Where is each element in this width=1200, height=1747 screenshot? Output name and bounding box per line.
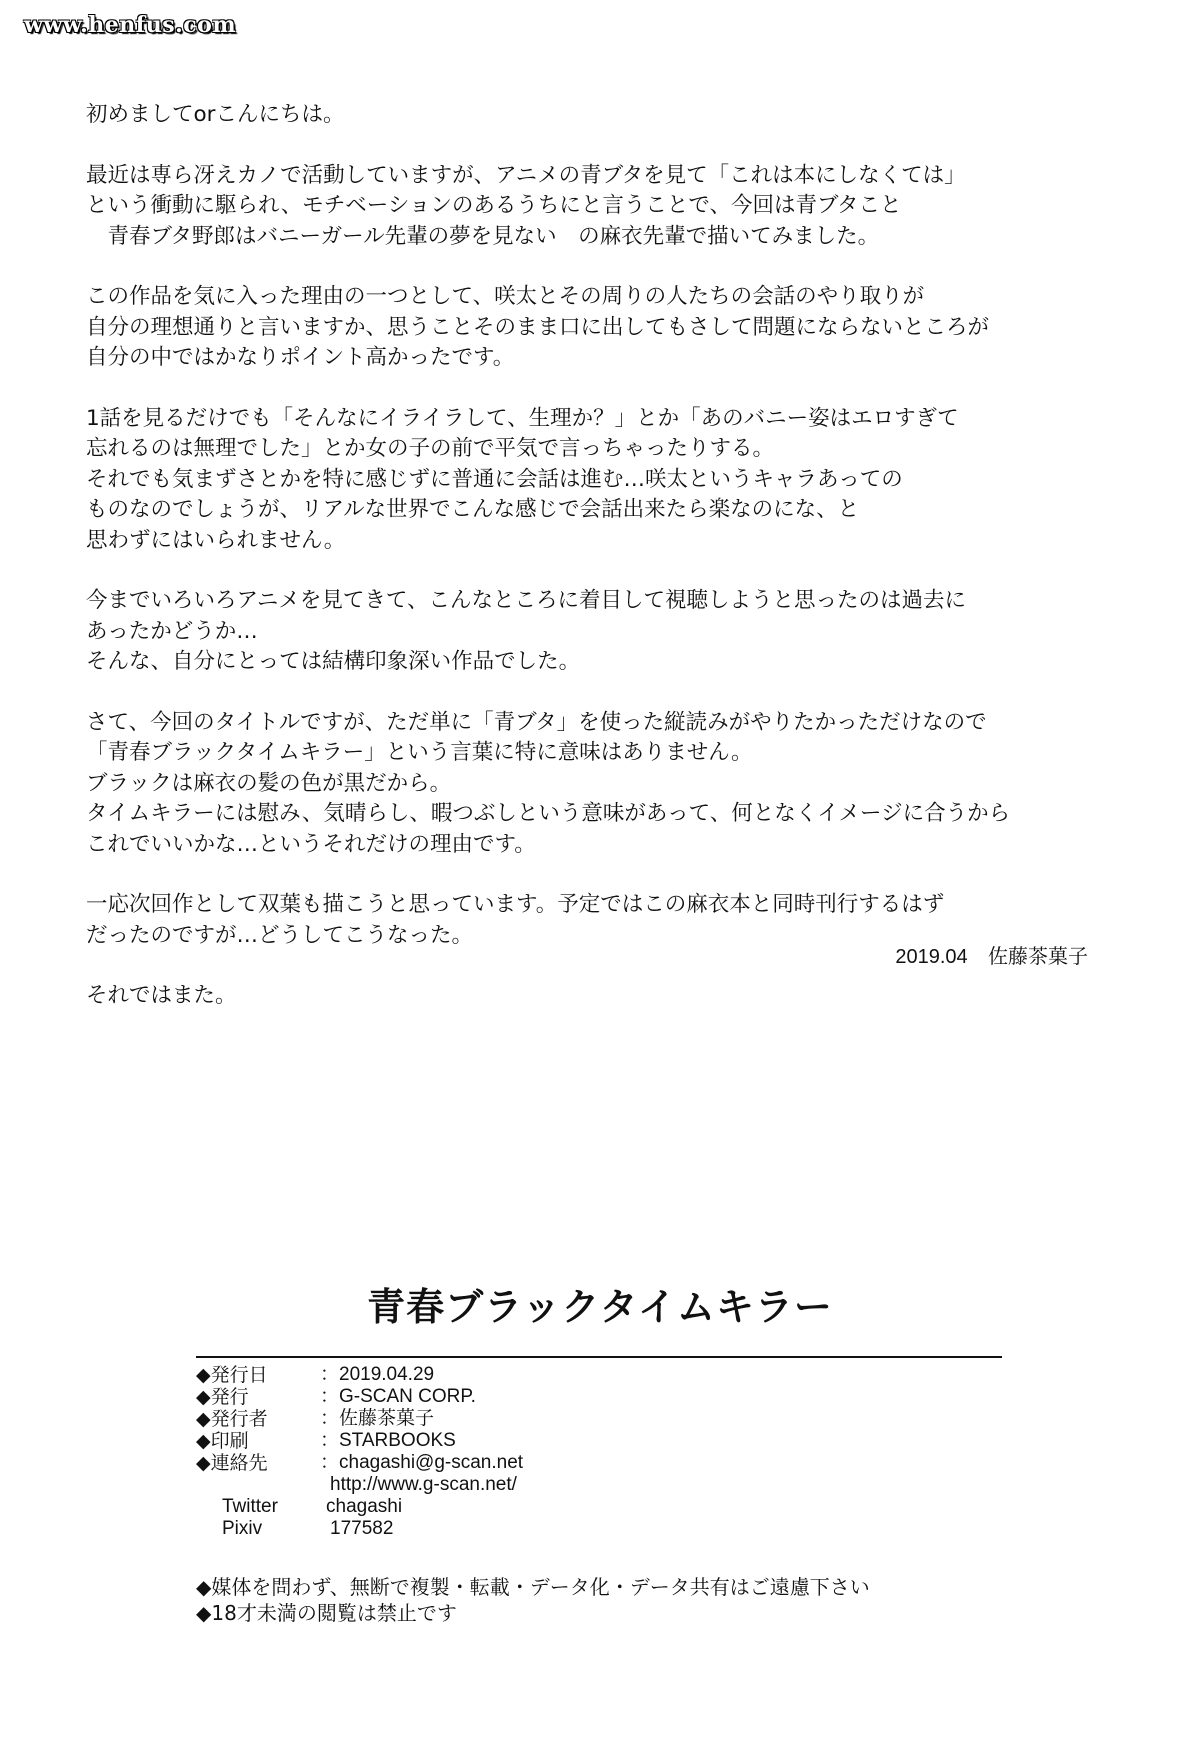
afterword-paragraph bbox=[86, 161, 1106, 253]
afterword-signature bbox=[895, 940, 1088, 969]
colophon-label: ◆発行者 bbox=[196, 1408, 268, 1430]
text-line: さて、今回のタイトルですが、ただ単に「青ブタ」を使った縦読みがやりたかっただけなので bbox=[86, 709, 987, 735]
contact-email: ：chagashi@g-scan.net bbox=[320, 1452, 524, 1473]
text-line: ものなのでしょうが、リアルな世界でこんな感じで会話出来たら楽なのにな、と bbox=[86, 497, 860, 522]
text-line: そんな、自分にとっては結構印象深い作品でした。 bbox=[86, 649, 581, 674]
colophon-row-pixiv bbox=[196, 1518, 996, 1540]
colophon-row-issuer bbox=[196, 1408, 996, 1430]
signature-date: 2019.04 bbox=[895, 946, 968, 968]
signature-author: 佐藤茶菓子 bbox=[988, 944, 1088, 968]
text-line: ブラックは麻衣の髪の色が黒だから。 bbox=[86, 770, 452, 796]
afterword-body bbox=[86, 100, 1106, 1042]
colophon-value: ：佐藤茶菓子 bbox=[320, 1408, 435, 1429]
twitter-handle: chagashi bbox=[326, 1496, 403, 1517]
colophon-value: ：STARBOOKS bbox=[320, 1430, 456, 1451]
text-line: という衝動に駆られ、モチベーションのあるうちにと言うことで、今回は青ブタこと bbox=[86, 193, 902, 218]
pixiv-label: Pixiv bbox=[222, 1518, 263, 1539]
afterword-paragraph bbox=[86, 100, 1106, 131]
colophon-label: ◆発行 bbox=[196, 1386, 249, 1408]
afterword-paragraph bbox=[86, 586, 1106, 678]
pixiv-id: 177582 bbox=[330, 1518, 394, 1539]
colophon-label-empty bbox=[196, 1474, 320, 1496]
text-line: 最近は専ら冴えカノで活動していますが、アニメの青ブタを見て「これは本にしなくては」 bbox=[86, 162, 966, 188]
contact-url: http://www.g-scan.net/ bbox=[330, 1474, 517, 1495]
text-line: タイムキラーには慰み、気晴らし、暇つぶしという意味があって、何となくイメージに合うから bbox=[86, 801, 1011, 826]
book-title: 青春ブラックタイムキラー bbox=[367, 1285, 833, 1329]
twitter-label: Twitter bbox=[222, 1496, 278, 1517]
notice-copy-prohibited: ◆媒体を問わず、無断で複製・転載・データ化・データ共有はご遠慮下さい bbox=[196, 1575, 870, 1599]
site-watermark: www.henfus.com bbox=[24, 12, 237, 38]
title-divider bbox=[196, 1356, 1002, 1358]
colophon-label: ◆発行日 bbox=[196, 1364, 268, 1386]
text-line: だったのですが…どうしてこうなった。 bbox=[86, 922, 474, 948]
text-line: 自分の中ではかなりポイント高かったです。 bbox=[86, 345, 515, 370]
text-line: 初めましてorこんにちは。 bbox=[86, 102, 345, 127]
text-line: 「青春ブラックタイムキラー」という言葉に特に意味はありません。 bbox=[86, 740, 753, 765]
notices bbox=[196, 1574, 1056, 1626]
colophon-row-publisher bbox=[196, 1386, 996, 1408]
colophon-row-printer bbox=[196, 1430, 996, 1452]
text-line: これでいいかな…というそれだけの理由です。 bbox=[86, 831, 536, 857]
colophon bbox=[196, 1364, 996, 1540]
afterword-paragraph bbox=[86, 404, 1106, 557]
colophon-label: ◆印刷 bbox=[196, 1430, 249, 1452]
text-line: 自分の理想通りと言いますか、思うことそのまま口に出してもさして問題にならないところが bbox=[86, 314, 990, 340]
text-line: 1話を見るだけでも「そんなにイライラして、生理か？」とか「あのバニー姿はエロすぎて bbox=[86, 405, 959, 431]
text-line: この作品を気に入った理由の一つとして、咲太とその周りの人たちの会話のやり取りが bbox=[86, 284, 925, 309]
text-line: それではまた。 bbox=[86, 983, 237, 1008]
text-line: 今までいろいろアニメを見てきて、こんなところに着目して視聴しようと思ったのは過去に bbox=[86, 588, 966, 613]
text-line: 忘れるのは無理でした」とか女の子の前で平気で言っちゃったりする。 bbox=[86, 436, 775, 461]
text-line: あったかどうか… bbox=[86, 618, 258, 644]
colophon-label: ◆連絡先 bbox=[196, 1452, 268, 1474]
afterword-paragraph bbox=[86, 282, 1106, 374]
afterword-paragraph bbox=[86, 981, 1106, 1012]
text-line: それでも気まずさとかを特に感じずに普通に会話は進む…咲太というキャラあっての bbox=[86, 466, 903, 492]
afterword-paragraph bbox=[86, 708, 1106, 861]
colophon-row-issue-date bbox=[196, 1364, 996, 1386]
colophon-row-twitter bbox=[196, 1496, 996, 1518]
notice-age-restriction: ◆18才未満の閲覧は禁止です bbox=[196, 1601, 457, 1625]
text-line: 一応次回作として双葉も描こうと思っています。予定ではこの麻衣本と同時刊行するはず bbox=[86, 892, 945, 917]
colophon-row-contact-url bbox=[196, 1474, 996, 1496]
colophon-value: ：G-SCAN CORP. bbox=[320, 1386, 476, 1407]
text-line: 思わずにはいられません。 bbox=[86, 527, 346, 553]
colophon-value: ：2019.04.29 bbox=[320, 1364, 435, 1385]
colophon-row-contact bbox=[196, 1452, 996, 1474]
text-line: 青春ブタ野郎はバニーガール先輩の夢を見ない の麻衣先輩で描いてみました。 bbox=[86, 223, 880, 249]
